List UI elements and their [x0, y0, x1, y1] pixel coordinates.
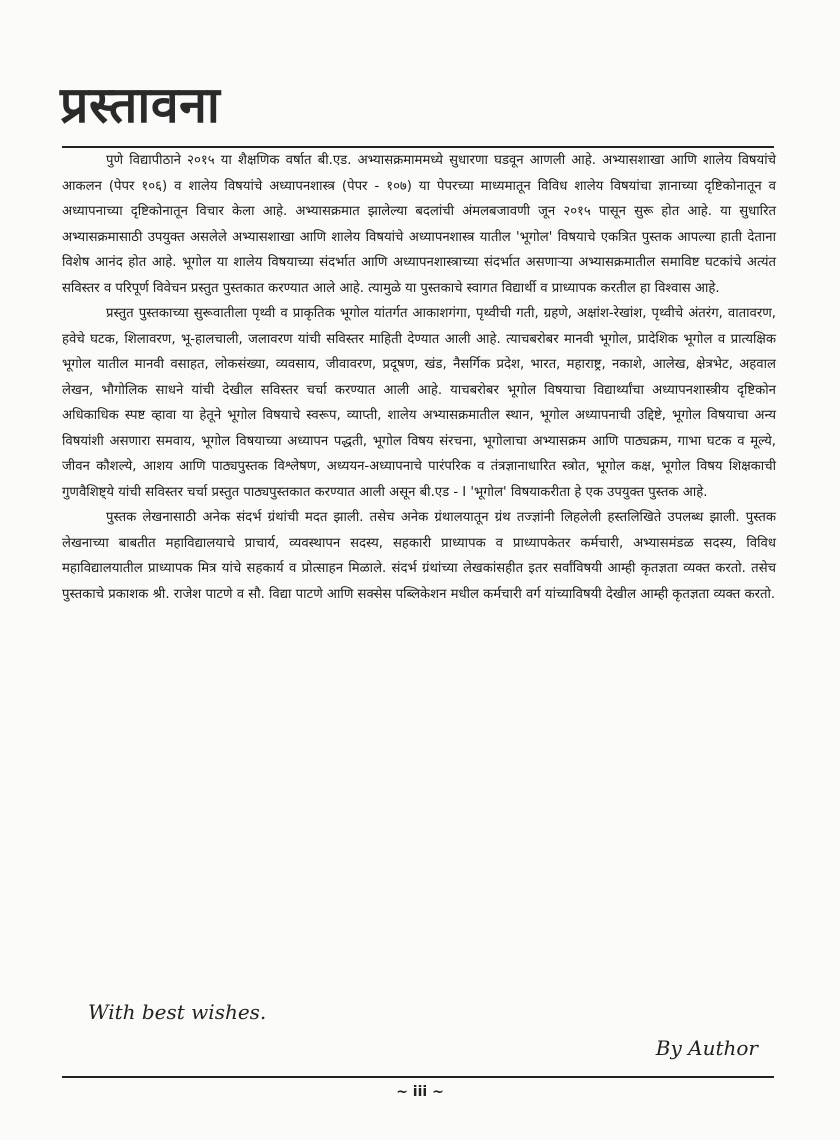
page-number: ~ iii ~: [396, 1084, 444, 1100]
paragraph-3: पुस्तक लेखनासाठी अनेक संदर्भ ग्रंथांची मदत झाली. तसेच अनेक ग्रंथालयातून ग्रंथ तज्ज्ञांनी लिहलेली हस्तलिखिते उपलब्ध झाली. पुस्तक लेखनाच्या बाबतीत महाविद्यालयाचे प्राचार्य, व्यवस्थापन सदस्य, सहकारी प्राध्यापक व प्राध्यापकेतर कर्मचारी, अभ्यासमंडळ सदस्य, विविध महाविद्यालयातील प्राध्यापक मित्र यांचे सहकार्य व प्रोत्साहन मिळाले. संदर्भ ग्रंथांच्या लेखकांसहीत इतर सर्वांविषयी आम्ही कृतज्ञता व्यक्त करतो. तसेच पुस्तकाचे प्रकाशक श्री. राजेश पाटणे व सौ. विद्या पाटणे आणि सक्सेस पब्लिकेशन मधील कर्मचारी वर्ग यांच्याविषयी देखील आम्ही कृतज्ञता व्यक्त करतो.: [62, 510, 776, 602]
closing-line: With best wishes.: [88, 1000, 267, 1024]
preface-body: [62, 148, 776, 607]
author-signature: By Author: [655, 1036, 758, 1060]
page-title: प्रस्तावना: [60, 76, 221, 134]
paragraph-1: पुणे विद्यापीठाने २०१५ या शैक्षणिक वर्षात बी.एड. अभ्यासक्रमाममध्ये सुधारणा घडवून आणली आहे. अभ्यासशाखा आणि शालेय विषयांचे आकलन (पेपर १०६) व शालेय विषयांचे अध्यापनशास्त्र (पेपर - १०७) या पेपरच्या माध्यमातून विविध शालेय विषयांचा ज्ञानाच्या दृष्टिकोनातून व अध्यापनाच्या दृष्टिकोनातून विचार केला आहे. अभ्यासक्रमात झालेल्या बदलांची अंमलबजावणी जून २०१५ पासून सुरू होत आहे. या सुधारित अभ्यासक्रमासाठी उपयुक्त असलेले अभ्यासशाखा आणि शालेय विषयांचे अध्यापनशास्त्र यातील 'भूगोल' विषयाचे एकत्रित पुस्तक आपल्या हाती देताना विशेष आनंद होत आहे. भूगोल या शालेय विषयाच्या संदर्भात आणि अध्यापनशास्त्राच्या संदर्भात असणाऱ्या अभ्यासक्रमातील समाविष्ट घटकांचे अत्यंत सविस्तर व परिपूर्ण विवेचन प्रस्तुत पुस्तकात करण्यात आले आहे. त्यामुळे या पुस्तकाचे स्वागत विद्यार्थी व प्राध्यापक करतील हा विश्वास आहे.: [62, 153, 776, 296]
paragraph-2: प्रस्तुत पुस्तकाच्या सुरूवातीला पृथ्वी व प्राकृतिक भूगोल यांतर्गत आकाशगंगा, पृथ्वीची गती, ग्रहणे, अक्षांश-रेखांश, पृथ्वीचे अंतरंग, वातावरण, हवेचे घटक, शिलावरण, भू-हालचाली, जलावरण यांची सविस्तर माहिती देण्यात आली आहे. त्याचबरोबर मानवी भूगोल, प्रादेशिक भूगोल व प्रात्यक्षिक भूगोल यातील मानवी वसाहत, लोकसंख्या, व्यवसाय, जीवावरण, प्रदूषण, खंड, नैसर्गिक प्रदेश, भारत, महाराष्ट्र, नकाशे, आलेख, क्षेत्रभेट, अहवाल लेखन, भौगोलिक साधने यांची देखील सविस्तर चर्चा करण्यात आली आहे. याचबरोबर भूगोल विषयाचा विद्यार्थ्यांचा अध्यापनशास्त्रीय दृष्टिकोन अधिकाधिक स्पष्ट व्हावा या हेतूने भूगोल विषयाचे स्वरूप, व्याप्ती, शालेय अभ्यासक्रमातील स्थान, भूगोल अध्यापनाची उद्दिष्टे, भूगोल विषयाचा अन्य विषयांशी असणारा समवाय, भूगोल विषयाच्या अध्यापन पद्धती, भूगोल विषय संरचना, भूगोलाचा अभ्यासक्रम आणि पाठ्यक्रम, गाभा घटक व मूल्ये, जीवन कौशल्ये, आशय आणि पाठ्यपुस्तक विश्लेषण, अध्ययन-अध्यापनाचे पारंपरिक व तंत्रज्ञानाधारित स्त्रोत, भूगोल कक्ष, भूगोल विषय शिक्षकाची गुणवैशिष्ट्ये यांची सविस्तर चर्चा प्रस्तुत पाठ्यपुस्तकात करण्यात आली असून बी.एड - I 'भूगोल' विषयाकरीता हे एक उपयुक्त पुस्तक आहे.: [62, 306, 776, 500]
footer-divider: [62, 1076, 774, 1078]
